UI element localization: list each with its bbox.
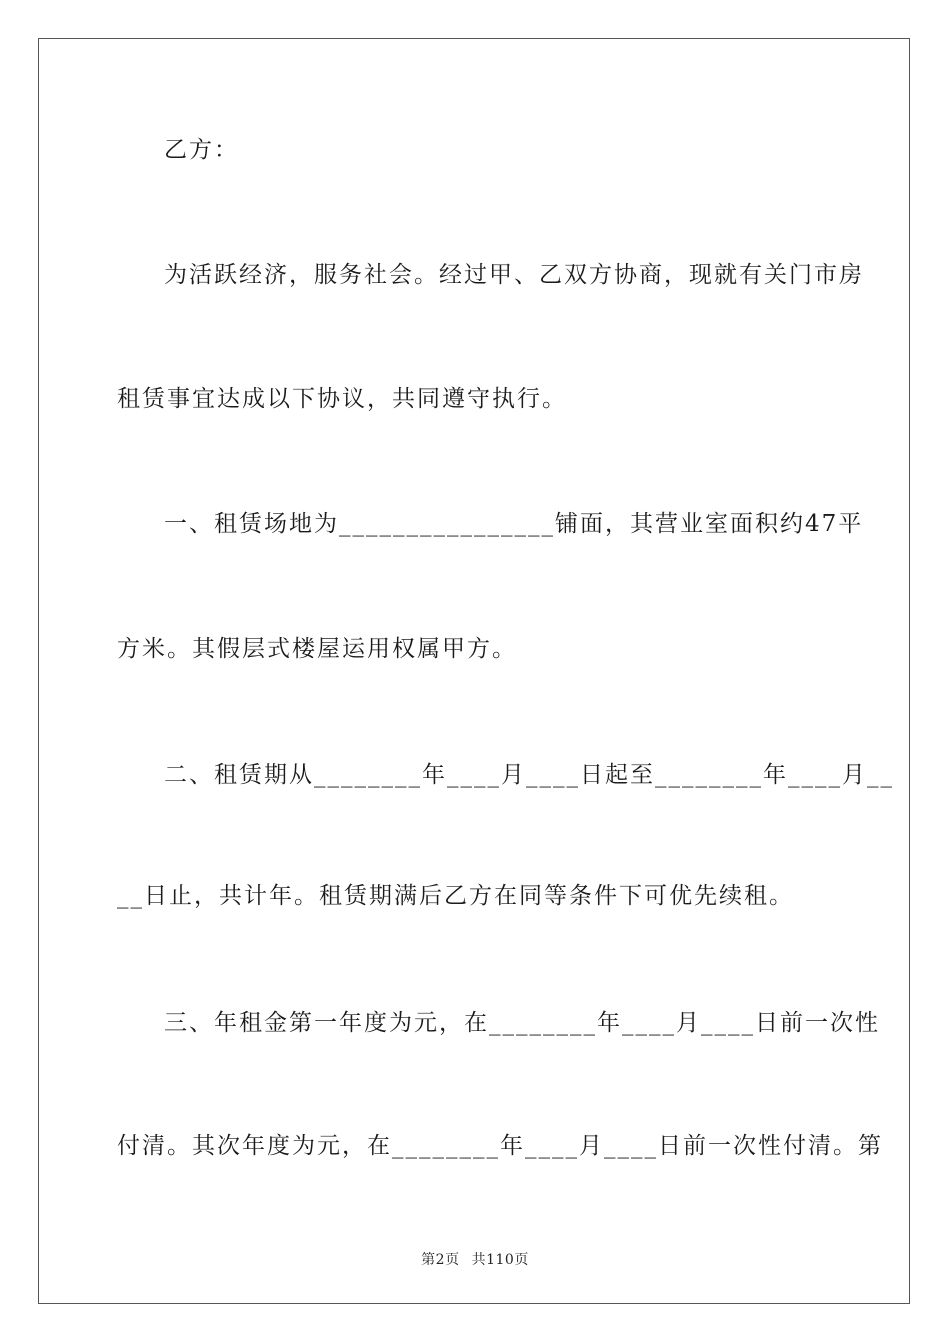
- clause-2-line-1: 二、租赁期从________年____月____日起至________年____月__: [164, 762, 894, 788]
- page-footer: [0, 1249, 950, 1269]
- clause-3-line-2: 付清。其次年度为元，在________年____月____日前一次性付清。第: [117, 1133, 883, 1159]
- clause-2-line-2: __日止，共计年。租赁期满后乙方在同等条件下可优先续租。: [117, 883, 794, 909]
- party-b-line: 乙方：: [164, 137, 239, 163]
- clause-1-line-2: 方米。其假层式楼屋运用权属甲方。: [117, 636, 517, 662]
- page-number: 第2页: [421, 1252, 460, 1268]
- total-pages: 共110页: [471, 1252, 529, 1268]
- page-border: [38, 38, 910, 1304]
- clause-1-line-1: 一、租赁场地为________________铺面，其营业室面积约47平: [164, 511, 864, 537]
- intro-paragraph-line-1: 为活跃经济，服务社会。经过甲、乙双方协商，现就有关门市房: [164, 262, 864, 288]
- intro-paragraph-line-2: 租赁事宜达成以下协议，共同遵守执行。: [117, 386, 567, 412]
- clause-3-line-1: 三、年租金第一年度为元，在________年____月____日前一次性: [164, 1010, 880, 1036]
